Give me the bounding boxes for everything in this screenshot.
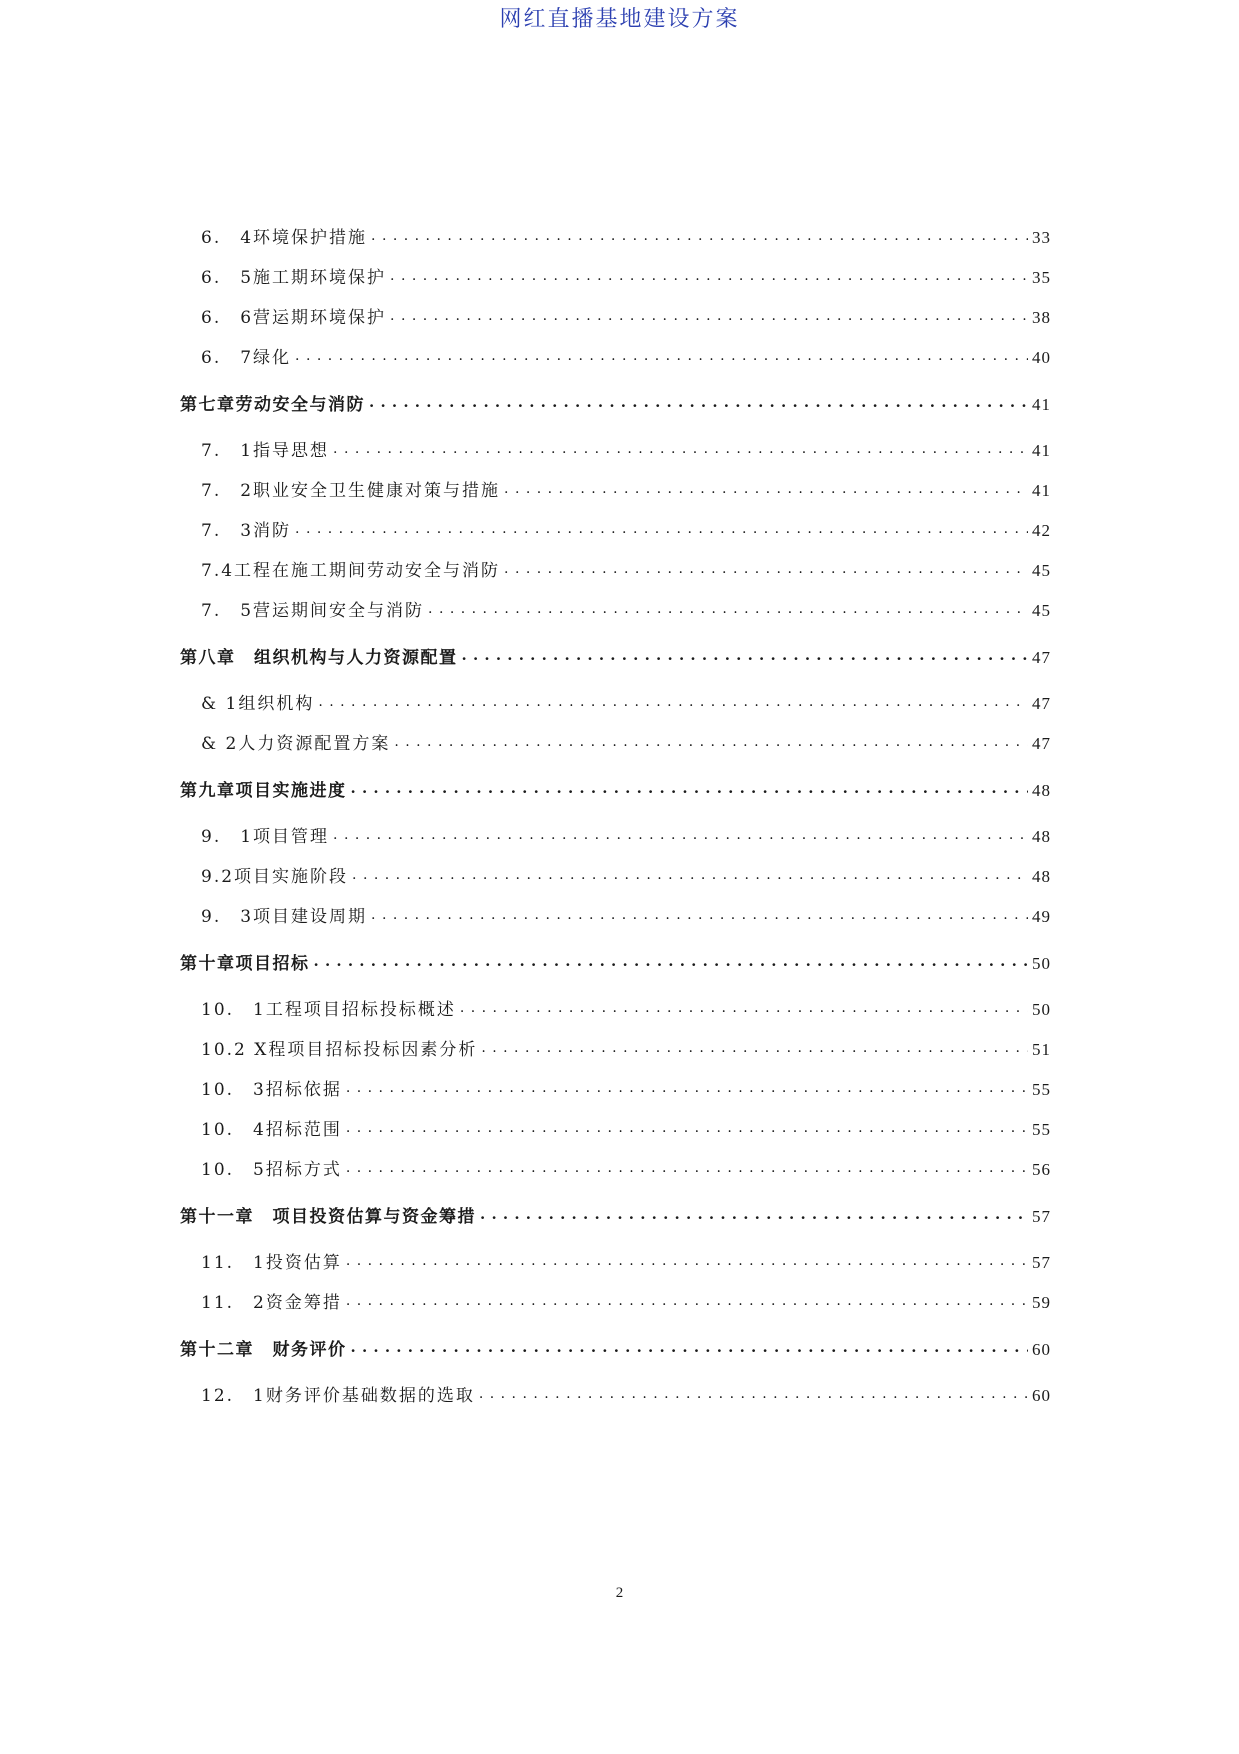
toc-entry-label: 7. 5营运期间安全与消防 — [201, 601, 425, 621]
toc-section-entry[interactable] — [180, 218, 1051, 258]
toc-entry-label: 6. 7绿化 — [201, 348, 292, 368]
toc-section-entry[interactable] — [180, 471, 1051, 511]
toc-entry-label: 6. 5施工期环境保护 — [201, 268, 387, 288]
toc-dot-leader — [394, 732, 1028, 749]
toc-section-entry[interactable] — [180, 591, 1051, 631]
toc-dot-leader — [346, 1078, 1028, 1095]
toc-entry-page: 56 — [1032, 1160, 1051, 1179]
toc-dot-leader — [346, 1158, 1028, 1175]
toc-entry-label: 第十一章 项目投资估算与资金筹措 — [180, 1207, 476, 1227]
toc-dot-leader — [351, 1338, 1029, 1355]
toc-entry-label: 12. 1财务评价基础数据的选取 — [201, 1386, 475, 1406]
toc-entry-page: 55 — [1032, 1120, 1051, 1139]
toc-dot-leader — [480, 1205, 1028, 1222]
toc-entry-label: 10. 3招标依据 — [201, 1080, 342, 1100]
toc-section-entry[interactable] — [180, 1376, 1051, 1416]
toc-section-entry[interactable] — [180, 817, 1051, 857]
toc-entry-page: 51 — [1032, 1040, 1051, 1059]
table-of-contents — [180, 218, 1051, 1416]
toc-dot-leader — [333, 439, 1028, 456]
toc-chapter-entry[interactable] — [180, 384, 1051, 425]
toc-section-entry[interactable] — [180, 724, 1051, 764]
toc-dot-leader — [346, 1251, 1028, 1268]
toc-entry-page: 45 — [1032, 601, 1051, 620]
toc-entry-label: 第九章项目实施进度 — [180, 781, 347, 801]
toc-section-entry[interactable] — [180, 1110, 1051, 1150]
toc-dot-leader — [346, 1291, 1028, 1308]
toc-dot-leader — [351, 779, 1029, 796]
toc-section-entry[interactable] — [180, 1030, 1051, 1070]
toc-entry-label: 6. 4环境保护措施 — [201, 228, 368, 248]
toc-dot-leader — [462, 646, 1029, 663]
toc-entry-label: & 2人力资源配置方案 — [201, 734, 391, 754]
toc-entry-page: 48 — [1032, 781, 1051, 800]
toc-section-entry[interactable] — [180, 1283, 1051, 1323]
toc-entry-page: 48 — [1032, 827, 1051, 846]
toc-section-entry[interactable] — [180, 857, 1051, 897]
toc-dot-leader — [390, 306, 1028, 323]
toc-entry-page: 57 — [1032, 1253, 1051, 1272]
toc-entry-label: 第十章项目招标 — [180, 954, 310, 974]
toc-dot-leader — [295, 346, 1028, 363]
toc-entry-label: 11. 1投资估算 — [201, 1253, 342, 1273]
toc-entry-label: 9. 1项目管理 — [201, 827, 330, 847]
toc-dot-leader — [295, 519, 1028, 536]
toc-dot-leader — [481, 1038, 1028, 1055]
toc-entry-page: 60 — [1032, 1386, 1051, 1405]
toc-dot-leader — [346, 1118, 1028, 1135]
toc-section-entry[interactable] — [180, 258, 1051, 298]
page-header-title: 网红直播基地建设方案 — [499, 7, 740, 32]
toc-dot-leader — [428, 599, 1028, 616]
toc-entry-page: 33 — [1032, 228, 1051, 247]
toc-chapter-entry[interactable] — [180, 1329, 1051, 1370]
toc-entry-page: 41 — [1032, 441, 1051, 460]
toc-chapter-entry[interactable] — [180, 943, 1051, 984]
toc-entry-label: 9. 3项目建设周期 — [201, 907, 368, 927]
toc-section-entry[interactable] — [180, 431, 1051, 471]
toc-dot-leader — [371, 905, 1028, 922]
toc-chapter-entry[interactable] — [180, 770, 1051, 811]
toc-chapter-entry[interactable] — [180, 637, 1051, 678]
toc-entry-label: 10.2 X程项目招标投标因素分析 — [201, 1040, 478, 1060]
toc-dot-leader — [479, 1384, 1028, 1401]
toc-entry-page: 45 — [1032, 561, 1051, 580]
toc-entry-page: 42 — [1032, 521, 1051, 540]
toc-dot-leader — [504, 559, 1028, 576]
toc-entry-label: 7. 2职业安全卫生健康对策与措施 — [201, 481, 501, 501]
toc-entry-label: & 1组织机构 — [201, 694, 315, 714]
toc-entry-page: 40 — [1032, 348, 1051, 367]
toc-entry-page: 60 — [1032, 1340, 1051, 1359]
toc-entry-page: 47 — [1032, 694, 1051, 713]
toc-entry-page: 59 — [1032, 1293, 1051, 1312]
toc-entry-page: 41 — [1032, 481, 1051, 500]
toc-entry-page: 41 — [1032, 395, 1051, 414]
toc-entry-label: 第八章 组织机构与人力资源配置 — [180, 648, 458, 668]
toc-entry-page: 47 — [1032, 734, 1051, 753]
toc-section-entry[interactable] — [180, 338, 1051, 378]
toc-dot-leader — [390, 266, 1028, 283]
toc-entry-page: 57 — [1032, 1207, 1051, 1226]
toc-dot-leader — [352, 865, 1028, 882]
toc-section-entry[interactable] — [180, 1070, 1051, 1110]
toc-section-entry[interactable] — [180, 1243, 1051, 1283]
toc-dot-leader — [371, 226, 1028, 243]
toc-entry-label: 9.2项目实施阶段 — [201, 867, 349, 887]
toc-section-entry[interactable] — [180, 551, 1051, 591]
toc-chapter-entry[interactable] — [180, 1196, 1051, 1237]
toc-entry-page: 49 — [1032, 907, 1051, 926]
toc-dot-leader — [504, 479, 1028, 496]
toc-entry-page: 35 — [1032, 268, 1051, 287]
toc-entry-page: 47 — [1032, 648, 1051, 667]
toc-entry-page: 50 — [1032, 1000, 1051, 1019]
toc-dot-leader — [318, 692, 1028, 709]
toc-section-entry[interactable] — [180, 684, 1051, 724]
toc-entry-label: 10. 1工程项目招标投标概述 — [201, 1000, 456, 1020]
toc-entry-page: 38 — [1032, 308, 1051, 327]
toc-entry-label: 第七章劳动安全与消防 — [180, 395, 365, 415]
toc-entry-label: 11. 2资金筹措 — [201, 1293, 342, 1313]
toc-dot-leader — [369, 393, 1028, 410]
toc-section-entry[interactable] — [180, 298, 1051, 338]
toc-entry-label: 7. 3消防 — [201, 521, 292, 541]
toc-section-entry[interactable] — [180, 1150, 1051, 1190]
toc-dot-leader — [333, 825, 1028, 842]
toc-section-entry[interactable] — [180, 990, 1051, 1030]
toc-entry-page: 48 — [1032, 867, 1051, 886]
toc-entry-label: 6. 6营运期环境保护 — [201, 308, 387, 328]
toc-dot-leader — [314, 952, 1029, 969]
toc-entry-label: 10. 5招标方式 — [201, 1160, 342, 1180]
toc-entry-page: 55 — [1032, 1080, 1051, 1099]
toc-dot-leader — [460, 998, 1028, 1015]
page-number: 2 — [615, 1585, 624, 1601]
toc-section-entry[interactable] — [180, 511, 1051, 551]
toc-entry-label: 7. 1指导思想 — [201, 441, 330, 461]
toc-entry-label: 第十二章 财务评价 — [180, 1340, 347, 1360]
toc-entry-label: 7.4工程在施工期间劳动安全与消防 — [201, 561, 501, 581]
toc-entry-label: 10. 4招标范围 — [201, 1120, 342, 1140]
toc-entry-page: 50 — [1032, 954, 1051, 973]
toc-section-entry[interactable] — [180, 897, 1051, 937]
